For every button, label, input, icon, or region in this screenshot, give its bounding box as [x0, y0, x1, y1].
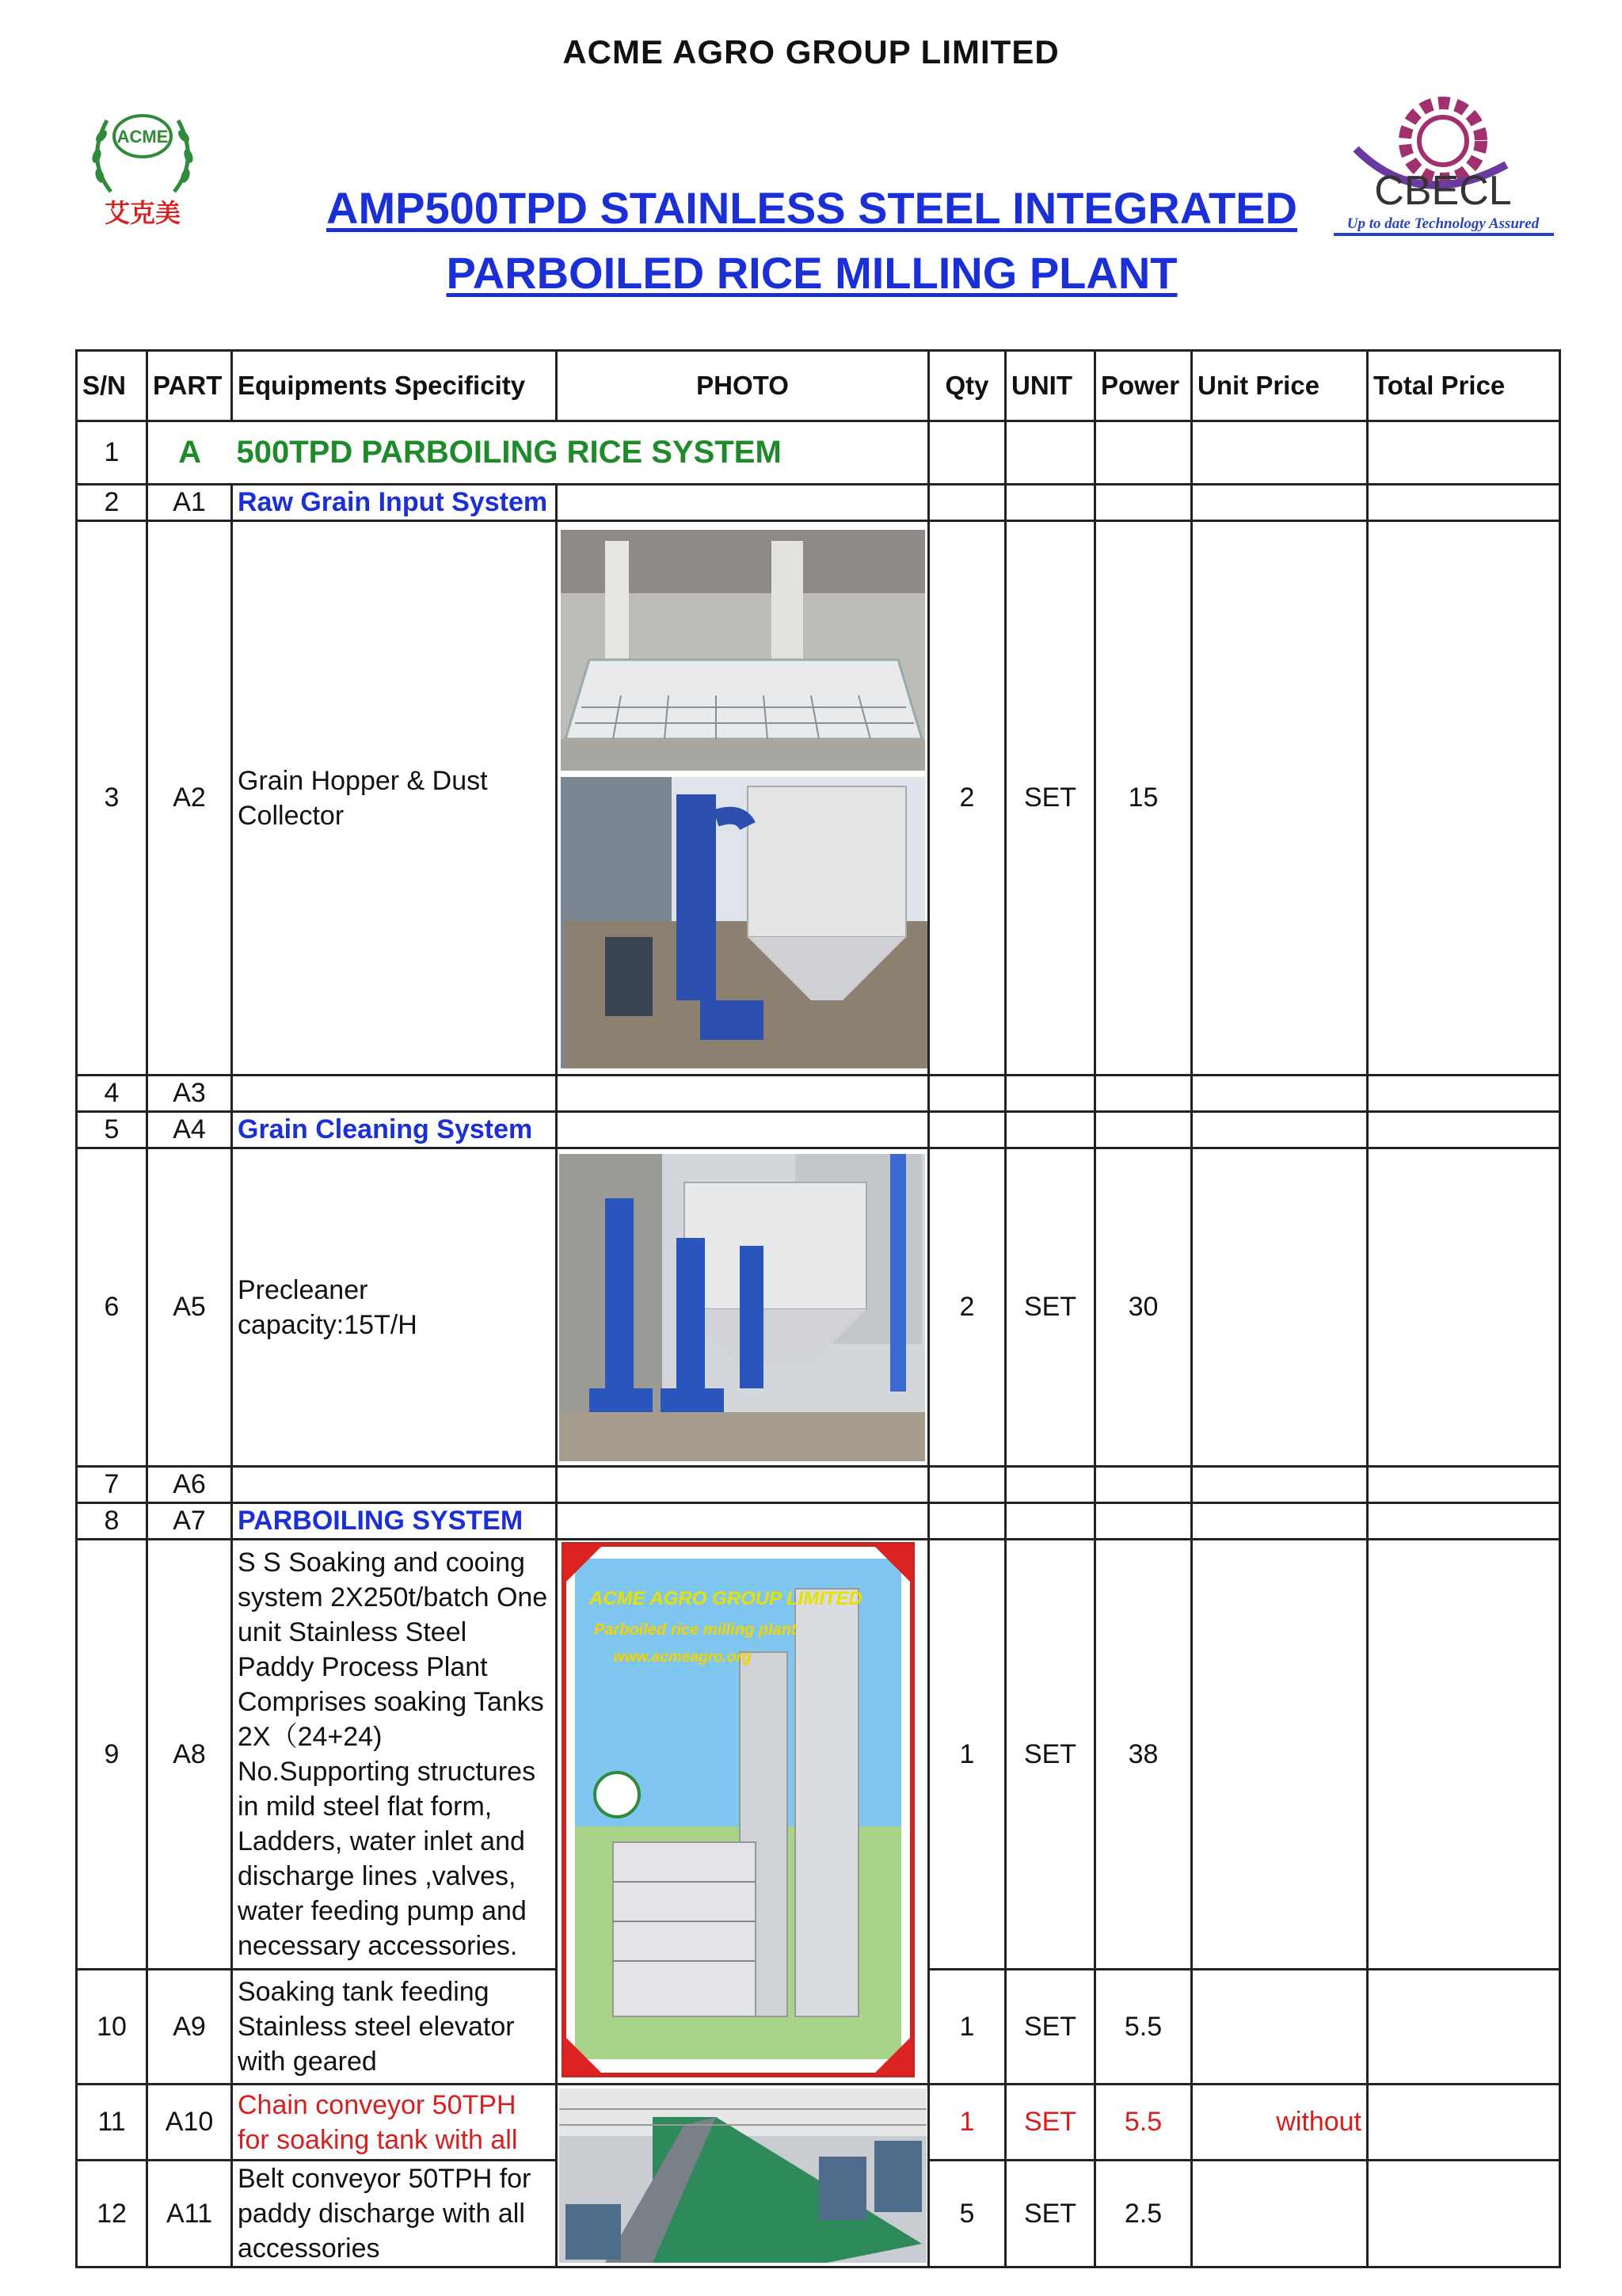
table-row: [77, 1148, 1560, 1467]
row-spec: Precleaner capacity:15T/H: [232, 1148, 557, 1467]
row-spec: Belt conveyor 50TPH for paddy discharge with all accessories: [232, 2161, 557, 2267]
row-sn: 1: [77, 421, 147, 485]
row-part: A11: [147, 2161, 232, 2267]
acme-logo-chinese: 艾克美: [104, 198, 181, 228]
row-part: A10: [147, 2085, 232, 2161]
acme-logo: [79, 89, 206, 231]
header-qty: Qty: [929, 351, 1006, 421]
poster-line3: www.acmeagro.org: [613, 1648, 752, 1666]
row-sn: 12: [77, 2161, 147, 2267]
row-part: A7: [147, 1503, 232, 1540]
table-row: [77, 521, 1560, 1076]
row-part: A2: [147, 521, 232, 1076]
row-sn: 11: [77, 2085, 147, 2161]
row-qty: 2: [929, 521, 1006, 1076]
equipment-table: [75, 349, 1561, 2268]
row-spec: Grain Cleaning System: [232, 1112, 557, 1148]
photo-precleaner: [557, 1148, 929, 1467]
document-title-line2: PARBOILED RICE MILLING PLANT: [446, 248, 1178, 298]
row-power: 2.5: [1095, 2161, 1192, 2267]
row-qty: 1: [929, 1970, 1006, 2085]
header-spec: Equipments Specificity: [232, 351, 557, 421]
row-spec: Soaking tank feeding Stainless steel elevator with geared: [232, 1970, 557, 2085]
row-part: A4: [147, 1112, 232, 1148]
row-sn: 4: [77, 1076, 147, 1112]
photo-hopper-dust-collector: [557, 521, 929, 1076]
row-part: A8: [147, 1540, 232, 1970]
row-part: A3: [147, 1076, 232, 1112]
row-power: 5.5: [1095, 2085, 1192, 2161]
row-qty: 1: [929, 1540, 1006, 1970]
row-spec: Chain conveyor 50TPH for soaking tank with all: [232, 2085, 557, 2161]
row-unit: SET: [1006, 1148, 1095, 1467]
header-unit-price: Unit Price: [1192, 351, 1368, 421]
header-total-price: Total Price: [1368, 351, 1560, 421]
row-part: A6: [147, 1467, 232, 1503]
row-part: A: [147, 421, 232, 485]
row-power: 5.5: [1095, 1970, 1192, 2085]
row-power: 38: [1095, 1540, 1192, 1970]
row-unit: SET: [1006, 1540, 1095, 1970]
table-row: [77, 1112, 1560, 1148]
row-part: A9: [147, 1970, 232, 2085]
row-unit: SET: [1006, 1970, 1095, 2085]
header-part: PART: [147, 351, 232, 421]
header-power: Power: [1095, 351, 1192, 421]
document-title-line1: AMP500TPD STAINLESS STEEL INTEGRATED: [326, 183, 1297, 233]
row-unit: SET: [1006, 521, 1095, 1076]
header-sn: S/N: [77, 351, 147, 421]
company-name: ACME AGRO GROUP LIMITED: [562, 33, 1060, 70]
poster-line2: Parboiled rice milling plant: [594, 1620, 797, 1639]
row-sn: 9: [77, 1540, 147, 1970]
row-sn: 10: [77, 1970, 147, 2085]
row-spec: S S Soaking and cooing system 2X250t/batch One unit Stainless Steel Paddy Process Plant Comprises soaking Tanks 2X（24+24) No.Supporting structures in mild steel flat form, Ladders, water inlet and discharge lines ,valves, water feeding pump and necessary accessories.: [232, 1540, 557, 1970]
row-qty: 1: [929, 2085, 1006, 2161]
table-row: [77, 421, 1560, 485]
row-spec: Grain Hopper & Dust Collector: [232, 521, 557, 1076]
row-power: 30: [1095, 1148, 1192, 1467]
row-part: A5: [147, 1148, 232, 1467]
row-sn: 5: [77, 1112, 147, 1148]
table-row: [77, 1540, 1560, 1970]
row-sn: 8: [77, 1503, 147, 1540]
cbecl-logo-text: CBECL: [1374, 168, 1512, 214]
row-unit: SET: [1006, 2161, 1095, 2267]
photo-conveyor: [557, 2085, 929, 2267]
row-qty: 5: [929, 2161, 1006, 2267]
row-unit: SET: [1006, 2085, 1095, 2161]
photo-parboiling-poster: [557, 1540, 929, 2085]
row-sn: 3: [77, 521, 147, 1076]
row-sn: 6: [77, 1148, 147, 1467]
poster-line1: ACME AGRO GROUP LIMITED: [589, 1587, 862, 1609]
row-spec: Raw Grain Input System: [232, 485, 557, 521]
row-qty: 2: [929, 1148, 1006, 1467]
row-unit-price: without: [1192, 2085, 1368, 2161]
table-row: [77, 485, 1560, 521]
row-sn: 2: [77, 485, 147, 521]
table-row: [77, 2085, 1560, 2161]
acme-logo-text: ACME: [116, 127, 169, 147]
table-row: [77, 1076, 1560, 1112]
row-power: 15: [1095, 521, 1192, 1076]
row-spec: PARBOILING SYSTEM: [232, 1503, 557, 1540]
header-unit: UNIT: [1006, 351, 1095, 421]
header-photo: PHOTO: [557, 351, 929, 421]
table-row: [77, 1503, 1560, 1540]
row-sn: 7: [77, 1467, 147, 1503]
cbecl-logo-tagline: Up to date Technology Assured: [1346, 215, 1540, 232]
row-part: A1: [147, 485, 232, 521]
table-row: [77, 1467, 1560, 1503]
section-title: 500TPD PARBOILING RICE SYSTEM: [232, 421, 929, 485]
table-header-row: [77, 351, 1560, 421]
